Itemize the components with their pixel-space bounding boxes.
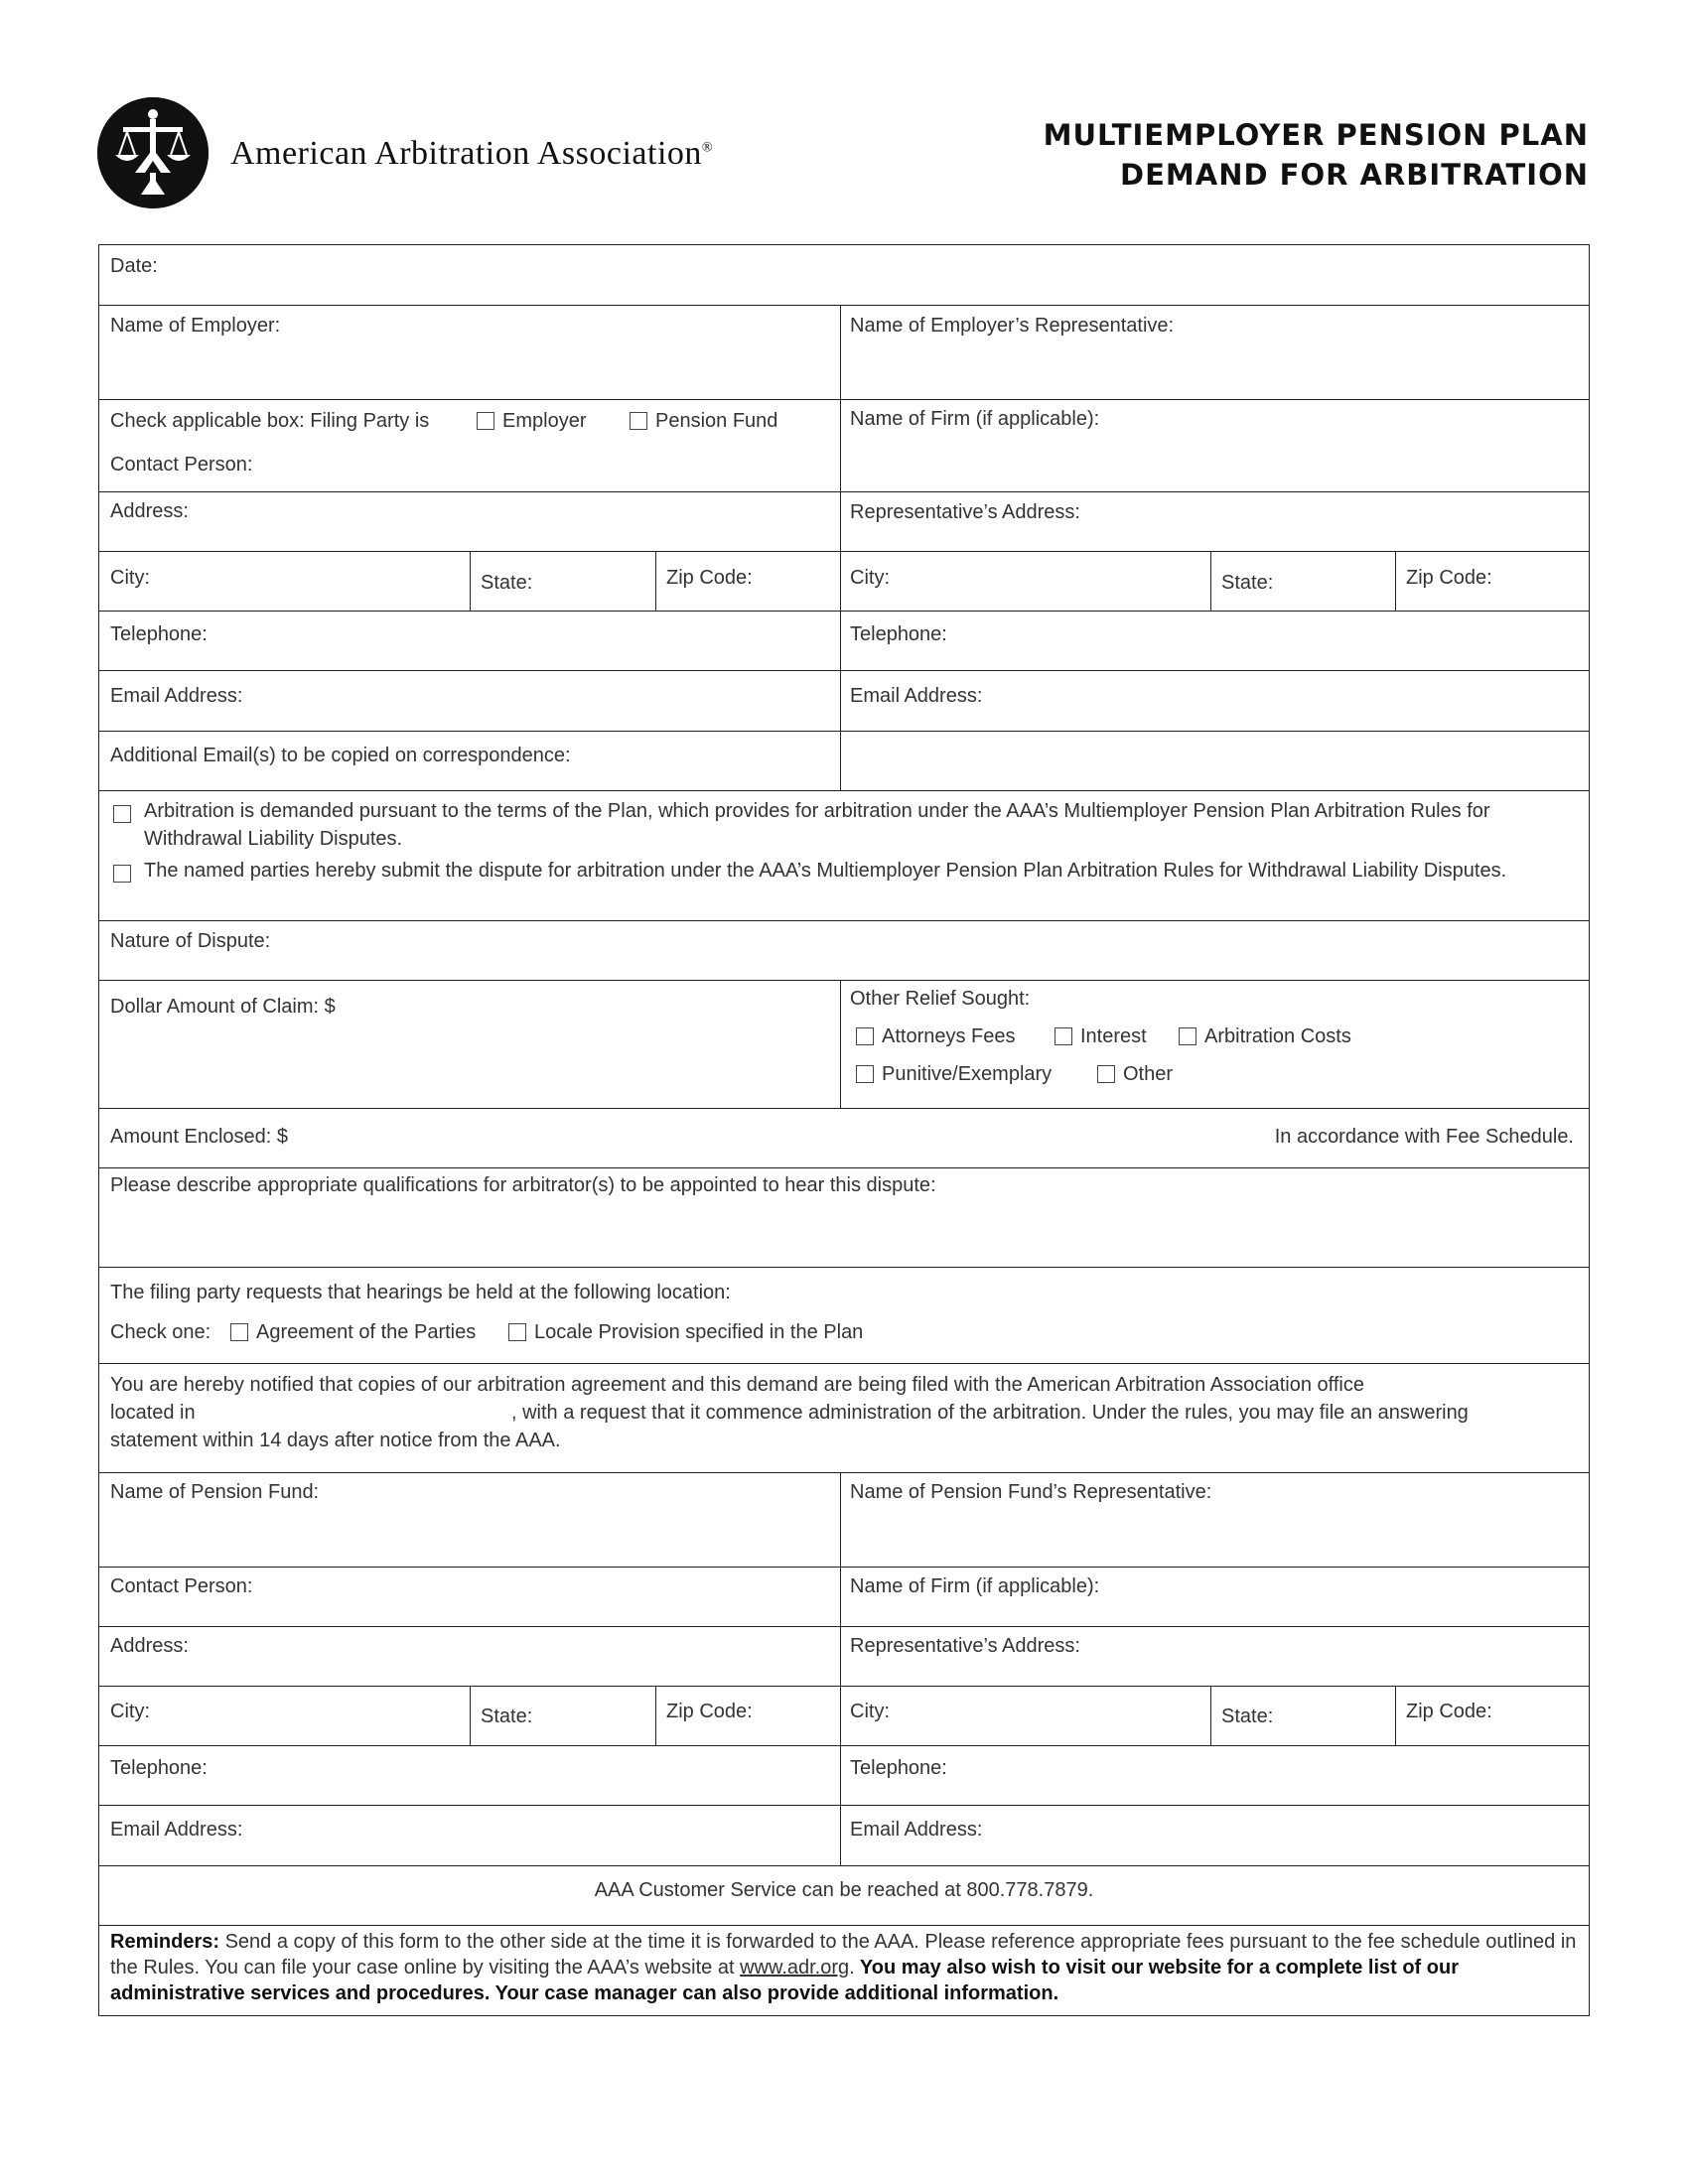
- row-divider: [99, 731, 1589, 732]
- row-divider: [99, 1267, 1589, 1268]
- filing-party-label: Check applicable box: Filing Party is: [110, 410, 430, 432]
- pension-fund-option-label: Pension Fund: [655, 410, 778, 432]
- arb-plan-checkbox[interactable]: [113, 805, 131, 823]
- other-relief-label: Other Relief Sought:: [850, 988, 1031, 1010]
- row-divider: [99, 1567, 1589, 1568]
- filing-party-fund-option[interactable]: [630, 410, 777, 433]
- pension-fund-checkbox[interactable]: [630, 412, 647, 430]
- telephone-field[interactable]: Telephone:: [110, 623, 208, 645]
- relief-interest-option[interactable]: [1055, 1025, 1147, 1048]
- relief-attorneys-option[interactable]: [856, 1025, 1016, 1048]
- arb-plan-statement: Arbitration is demanded pursuant to the terms of the Plan, which provides for arbitration under the AAA’s Multiemployer Pension Plan Arbitration Rules for Withdrawal Liability Disputes.: [144, 800, 1490, 850]
- row-divider: [99, 1686, 1589, 1687]
- column-divider: [840, 1472, 841, 1865]
- row-divider: [99, 670, 1589, 671]
- email-field[interactable]: Email Address:: [110, 685, 243, 707]
- employer-option-label: Employer: [502, 410, 587, 432]
- fee-schedule-note: In accordance with Fee Schedule.: [1274, 1126, 1574, 1148]
- row-divider: [99, 399, 1589, 400]
- scales-of-justice-icon: [97, 97, 209, 208]
- reminders-block: [110, 1929, 1580, 2006]
- column-divider: [1210, 1686, 1211, 1745]
- fund-telephone-field[interactable]: Telephone:: [110, 1757, 208, 1779]
- arbitration-costs-label: Arbitration Costs: [1204, 1025, 1351, 1047]
- reminders-label: Reminders:: [110, 1931, 220, 1953]
- form-title: [1044, 115, 1589, 195]
- contact-person-field[interactable]: Contact Person:: [110, 454, 253, 476]
- title-line-2: DEMAND FOR ARBITRATION: [1120, 158, 1589, 192]
- customer-service-note: AAA Customer Service can be reached at 800.778.7879.: [594, 1879, 1094, 1901]
- fund-address-field[interactable]: Address:: [110, 1635, 189, 1657]
- interest-checkbox[interactable]: [1055, 1027, 1072, 1045]
- rep-state-field[interactable]: State:: [1221, 572, 1274, 594]
- org-name-text: American Arbitration Association: [230, 135, 702, 172]
- date-field[interactable]: Date:: [110, 255, 158, 277]
- employer-name-field[interactable]: Name of Employer:: [110, 315, 281, 337]
- title-line-1: MULTIEMPLOYER PENSION PLAN: [1043, 118, 1589, 152]
- row-divider: [99, 980, 1589, 981]
- column-divider: [1395, 551, 1396, 611]
- row-divider: [99, 305, 1589, 306]
- amount-enclosed-field[interactable]: Amount Enclosed: $: [110, 1126, 288, 1148]
- relief-punitive-option[interactable]: [856, 1063, 1052, 1086]
- city-field[interactable]: City:: [110, 567, 150, 589]
- punitive-label: Punitive/Exemplary: [882, 1063, 1053, 1085]
- row-divider: [99, 1626, 1589, 1627]
- column-divider: [840, 980, 841, 1108]
- fund-rep-telephone-field[interactable]: Telephone:: [850, 1757, 947, 1779]
- fund-rep-zip-field[interactable]: Zip Code:: [1406, 1701, 1492, 1722]
- notice-line-2-end: , with a request that it commence administration of the arbitration. Under the rules, you may file an answering: [511, 1402, 1469, 1424]
- employer-checkbox[interactable]: [477, 412, 494, 430]
- row-divider: [99, 1925, 1589, 1926]
- fund-rep-city-field[interactable]: City:: [850, 1701, 890, 1722]
- notice-line-1: You are hereby notified that copies of our arbitration agreement and this demand are being filed with the American Arbitration Association office: [110, 1374, 1364, 1396]
- adr-website-link[interactable]: www.adr.org: [740, 1957, 850, 1979]
- arbitration-costs-checkbox[interactable]: [1179, 1027, 1196, 1045]
- row-divider: [99, 1167, 1589, 1168]
- column-divider: [470, 551, 471, 611]
- row-divider: [99, 491, 1589, 492]
- rep-email-field[interactable]: Email Address:: [850, 685, 983, 707]
- hearing-locale-option[interactable]: [508, 1321, 863, 1344]
- row-divider: [99, 611, 1589, 612]
- row-divider: [99, 1745, 1589, 1746]
- column-divider: [840, 305, 841, 790]
- column-divider: [470, 1686, 471, 1745]
- row-divider: [99, 920, 1589, 921]
- attorneys-fees-checkbox[interactable]: [856, 1027, 874, 1045]
- zip-field[interactable]: Zip Code:: [666, 567, 753, 589]
- fund-rep-name-field[interactable]: Name of Pension Fund’s Representative:: [850, 1481, 1212, 1503]
- rep-city-field[interactable]: City:: [850, 567, 890, 589]
- locale-label: Locale Provision specified in the Plan: [534, 1321, 864, 1343]
- rep-telephone-field[interactable]: Telephone:: [850, 623, 947, 645]
- relief-costs-option[interactable]: [1179, 1025, 1351, 1048]
- arb-submit-checkbox[interactable]: [113, 865, 131, 883]
- dollar-amount-field[interactable]: Dollar Amount of Claim: $: [110, 996, 336, 1018]
- reminders-bold-text: You may also wish to visit our website for a complete list of our administrative services and procedures. Your case manager can also provide additional information.: [110, 1957, 1459, 2004]
- aaa-logo: [97, 97, 209, 208]
- address-field[interactable]: Address:: [110, 500, 189, 522]
- agreement-checkbox[interactable]: [230, 1323, 248, 1341]
- other-label: Other: [1123, 1063, 1174, 1085]
- other-checkbox[interactable]: [1097, 1065, 1115, 1083]
- fund-city-field[interactable]: City:: [110, 1701, 150, 1722]
- qualifications-field[interactable]: Please describe appropriate qualifications for arbitrator(s) to be appointed to hear this dispute:: [110, 1174, 936, 1196]
- check-one-label: Check one:: [110, 1321, 211, 1343]
- column-divider: [1395, 1686, 1396, 1745]
- column-divider: [655, 1686, 656, 1745]
- arb-submit-statement: The named parties hereby submit the dispute for arbitration under the AAA’s Multiemployer Pension Plan Arbitration Rules for Withdrawal Liability Disputes.: [144, 860, 1507, 882]
- fund-state-field[interactable]: State:: [481, 1706, 533, 1727]
- reminders-text: Send a copy of this form to the other side at the time it is forwarded to the AAA. Please reference appropriate fees pursuant to the fee schedule outlined in the Rules. You can file your case online by visiting the AAA’s website at: [110, 1931, 1577, 1979]
- row-divider: [99, 1865, 1589, 1866]
- row-divider: [99, 1472, 1589, 1473]
- row-divider: [99, 1805, 1589, 1806]
- employer-rep-name-field[interactable]: Name of Employer’s Representative:: [850, 315, 1175, 337]
- rep-zip-field[interactable]: Zip Code:: [1406, 567, 1492, 589]
- fund-email-field[interactable]: Email Address:: [110, 1819, 243, 1841]
- row-divider: [99, 551, 1589, 552]
- fund-zip-field[interactable]: Zip Code:: [666, 1701, 753, 1722]
- relief-other-option[interactable]: [1097, 1063, 1173, 1086]
- column-divider: [655, 551, 656, 611]
- agreement-label: Agreement of the Parties: [256, 1321, 477, 1343]
- additional-email-field[interactable]: Additional Email(s) to be copied on correspondence:: [110, 745, 571, 766]
- hearing-location-label: The filing party requests that hearings be held at the following location:: [110, 1282, 731, 1303]
- filing-party-employer-option[interactable]: [477, 410, 586, 433]
- pension-fund-name-field[interactable]: Name of Pension Fund:: [110, 1481, 320, 1503]
- hearing-agreement-option[interactable]: [230, 1321, 476, 1344]
- fund-contact-person-field[interactable]: Contact Person:: [110, 1575, 253, 1597]
- nature-of-dispute-field[interactable]: Nature of Dispute:: [110, 930, 271, 952]
- interest-label: Interest: [1080, 1025, 1147, 1047]
- rep-address-field[interactable]: Representative’s Address:: [850, 501, 1080, 523]
- row-divider: [99, 1363, 1589, 1364]
- row-divider: [99, 1108, 1589, 1109]
- registered-mark: ®: [701, 140, 714, 156]
- column-divider: [1210, 551, 1211, 611]
- fund-rep-address-field[interactable]: Representative’s Address:: [850, 1635, 1080, 1657]
- reminders-period: .: [849, 1957, 855, 1979]
- row-divider: [99, 790, 1589, 791]
- punitive-checkbox[interactable]: [856, 1065, 874, 1083]
- state-field[interactable]: State:: [481, 572, 533, 594]
- locale-checkbox[interactable]: [508, 1323, 526, 1341]
- organization-name: [230, 135, 713, 173]
- notice-line-3: statement within 14 days after notice from the AAA.: [110, 1430, 561, 1451]
- firm-name-field[interactable]: Name of Firm (if applicable):: [850, 408, 1100, 430]
- fund-firm-name-field[interactable]: Name of Firm (if applicable):: [850, 1575, 1100, 1597]
- demand-form: [98, 244, 1590, 2016]
- fund-rep-email-field[interactable]: Email Address:: [850, 1819, 983, 1841]
- attorneys-fees-label: Attorneys Fees: [882, 1025, 1016, 1047]
- notice-line-2-start: located in: [110, 1402, 196, 1424]
- fund-rep-state-field[interactable]: State:: [1221, 1706, 1274, 1727]
